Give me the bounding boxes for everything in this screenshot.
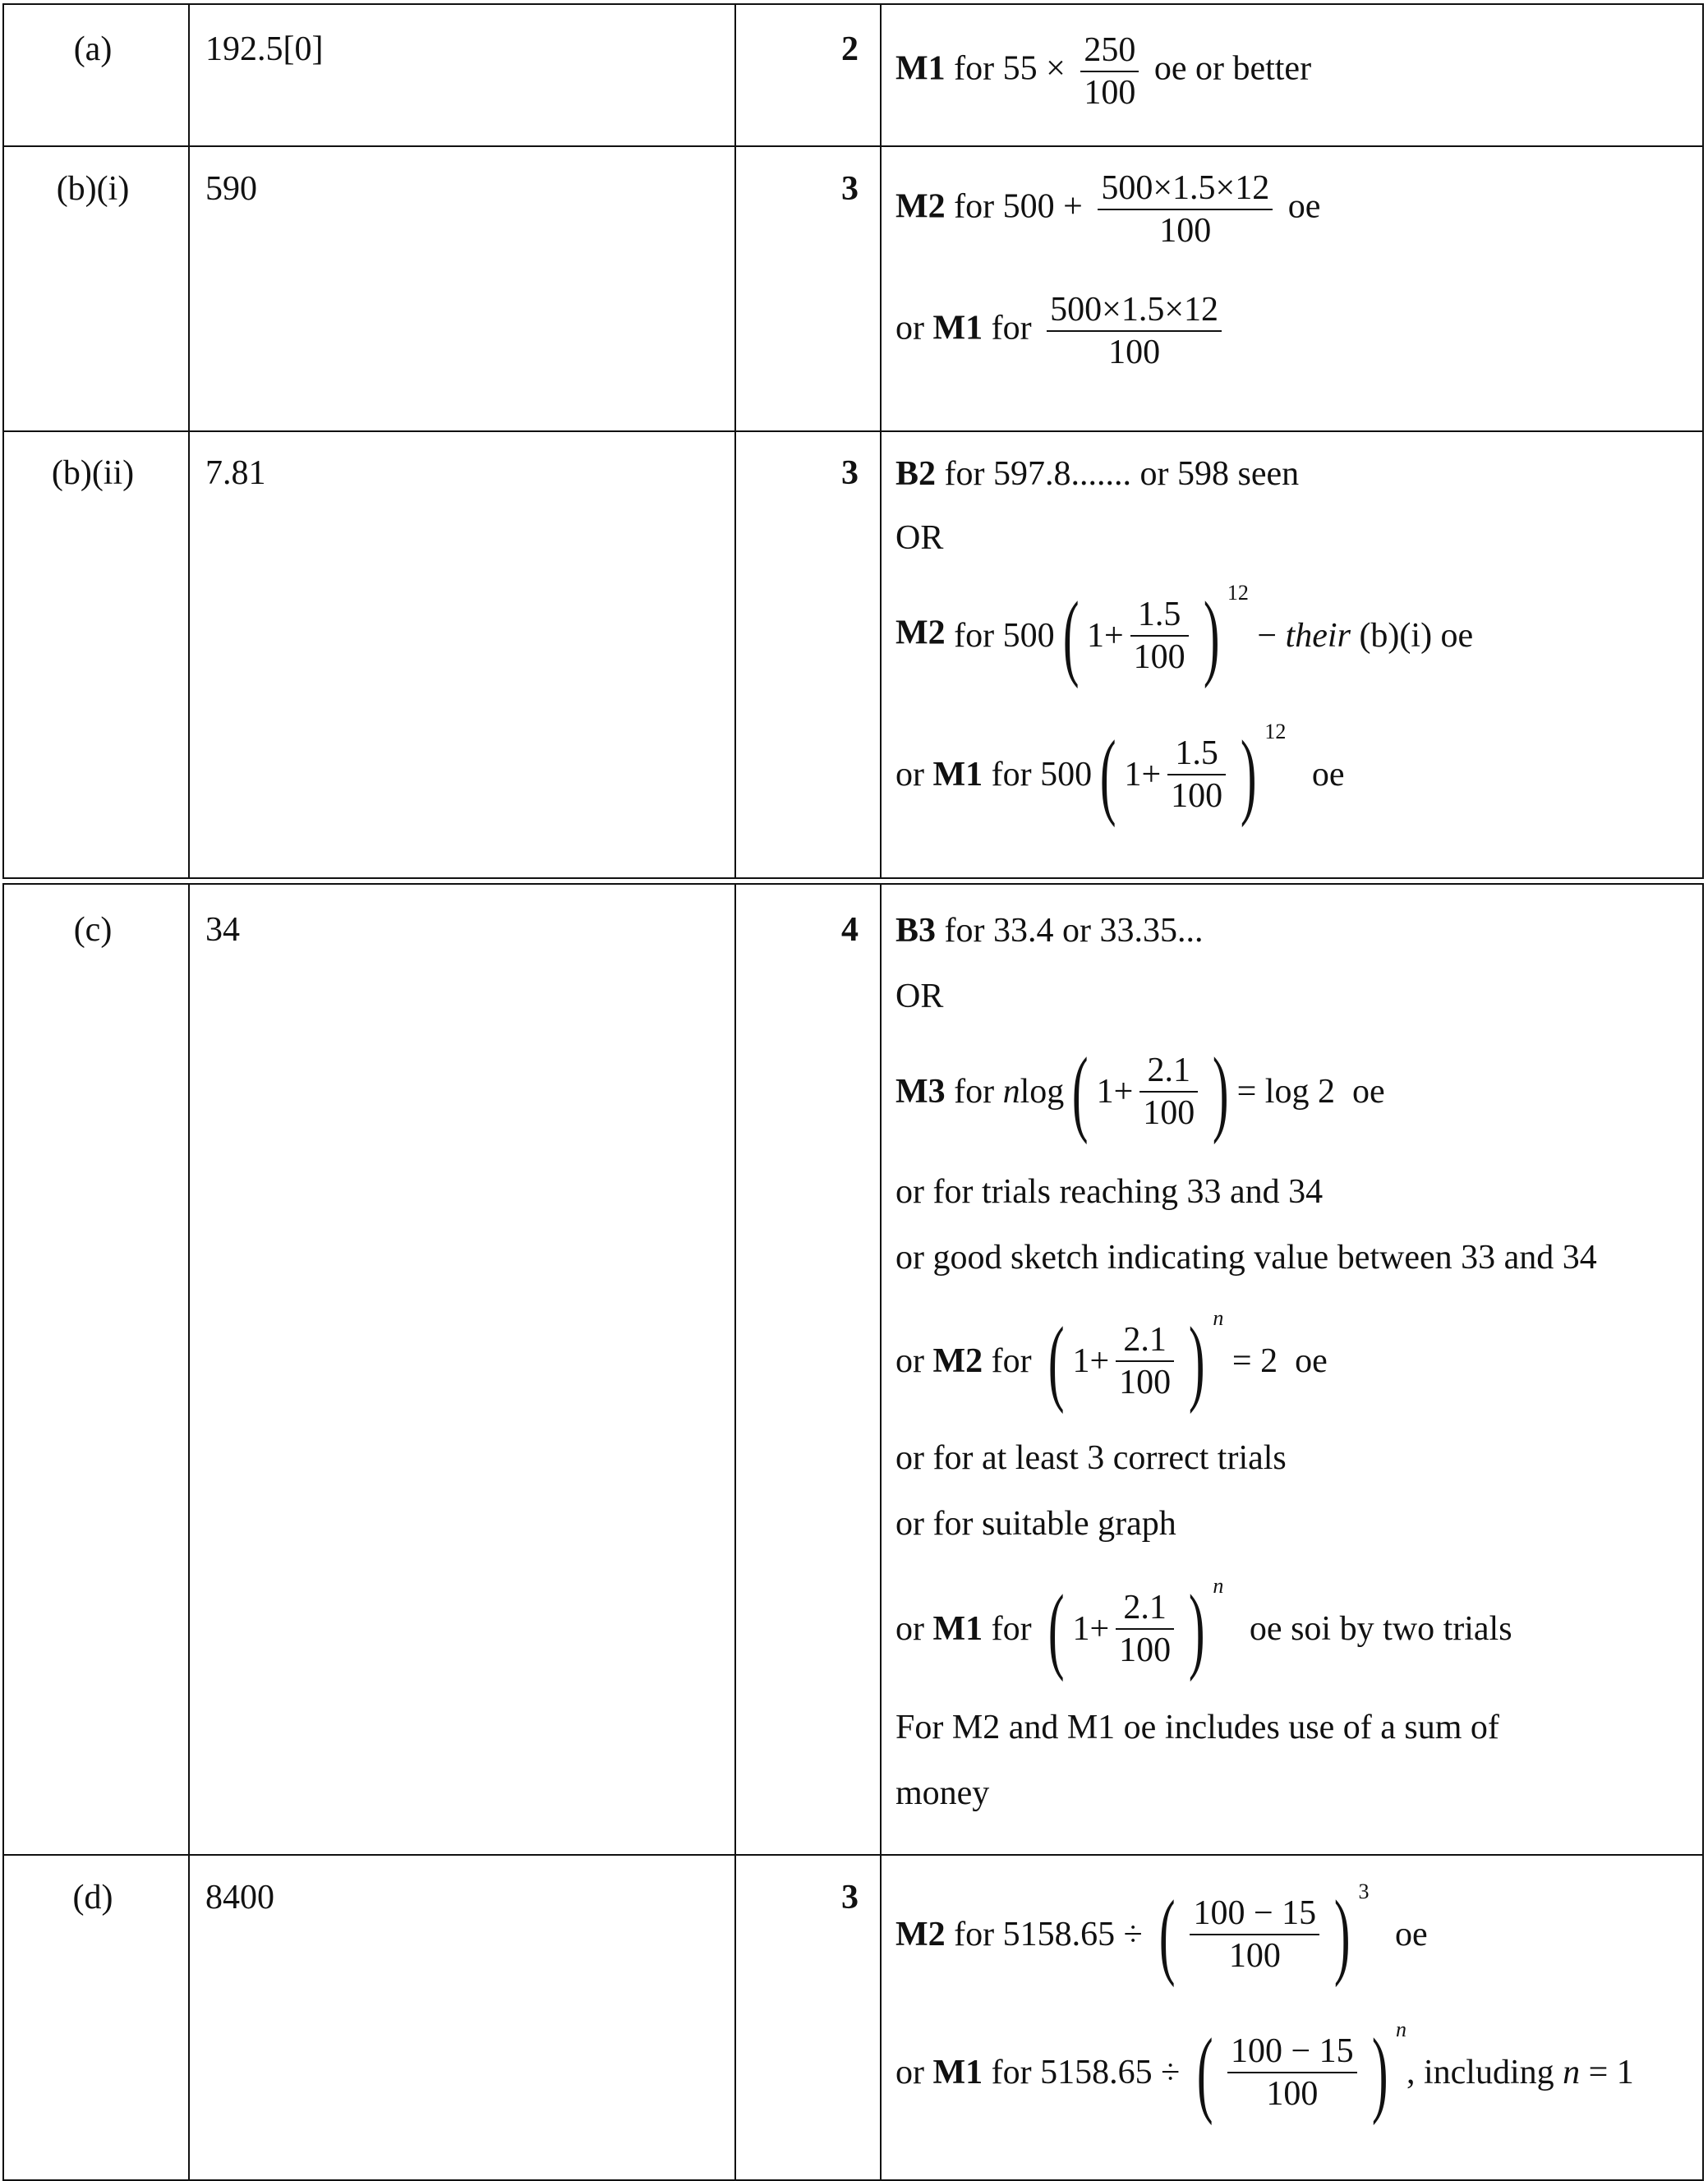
right-paren-glyph: ) (1371, 2018, 1388, 2126)
fraction: $\frac{1.5}{100}$ (1167, 736, 1226, 813)
row-answer: 8400 (205, 1879, 274, 1916)
guidance-line: M2 for 5158.65 ÷ ( $\frac{100 - 15}{100}$ ) $^3$ oe (895, 1880, 1428, 1988)
guidance-line: OR (895, 519, 944, 557)
guidance-line: or M1 for 500( 1+ $\frac{1.5}{100}$ ) $^{12}$ oe (895, 720, 1345, 828)
guidance-line: or M1 for 5158.65 ÷ ( $\frac{100 - 15}{100}$ ) $^n$, including n = 1 (895, 2018, 1634, 2126)
fraction: $\frac{500\times 1.5\times 12}{100}$ (1098, 171, 1273, 248)
guidance-line: B2 for 597.8....... or 598 seen (895, 455, 1300, 493)
right-paren-glyph: ) (1213, 1038, 1229, 1145)
row-part-label: (b)(i) (56, 170, 130, 208)
mark-code: M1 (895, 49, 946, 88)
row-divider (4, 145, 1702, 147)
mark-scheme-table-top (2, 3, 1704, 879)
guidance-line: or good sketch indicating value between 33 and 34 (895, 1239, 1597, 1277)
mark-code: M2 (932, 1342, 983, 1380)
guidance-line: B3 for 33.4 or 33.35... (895, 912, 1204, 950)
exponent: n (1395, 2018, 1406, 2041)
fraction: $\frac{2.1}{100}$ (1139, 1053, 1198, 1130)
guidance-line: or M1 for $\frac{500\times 1.5\times 12}{100}$ (895, 292, 1228, 370)
guidance-line: OR (895, 978, 944, 1015)
left-paren-glyph: ( (1062, 582, 1080, 689)
guidance-line: money (895, 1774, 990, 1812)
right-paren-glyph: ) (1188, 1575, 1205, 1682)
right-paren-glyph: ) (1240, 720, 1257, 828)
row-marks: 3 (841, 454, 859, 492)
left-paren-glyph: ( (1047, 1575, 1065, 1682)
mark-code: M2 (895, 187, 946, 226)
row-answer: 34 (205, 911, 240, 949)
row-marks: 4 (841, 911, 859, 949)
row-answer: 192.5[0] (205, 30, 324, 68)
mark-scheme-table-bottom (2, 883, 1704, 2181)
left-paren-glyph: ( (1196, 2018, 1213, 2126)
row-marks: 3 (841, 170, 859, 208)
mark-code: M1 (932, 1610, 983, 1648)
guidance-line: or for suitable graph (895, 1505, 1176, 1543)
right-paren-glyph: ) (1203, 582, 1220, 689)
row-marks: 2 (841, 30, 859, 68)
mark-code: M3 (895, 1073, 946, 1111)
mark-code: M2 (895, 1916, 946, 1953)
column-divider (734, 885, 736, 2179)
row-part-label: (a) (73, 30, 113, 68)
left-paren-glyph: ( (1159, 1880, 1176, 1988)
guidance-line: For M2 and M1 oe includes use of a sum of (895, 1709, 1499, 1746)
row-part-label: (d) (72, 1879, 113, 1916)
left-paren-glyph: ( (1047, 1307, 1065, 1415)
column-divider (734, 5, 736, 877)
row-divider (4, 1854, 1702, 1856)
exponent: 12 (1264, 720, 1287, 743)
mark-code: M1 (932, 756, 983, 794)
row-part-label: (c) (73, 911, 113, 949)
mark-code: B2 (895, 455, 937, 493)
column-divider (188, 885, 190, 2179)
guidance-line: M2 for 500 + $\frac{500\times 1.5\times 12}{100}$ oe (895, 169, 1321, 250)
guidance-line: or for at least 3 correct trials (895, 1439, 1287, 1477)
exponent: 3 (1358, 1880, 1370, 1903)
column-divider (188, 5, 190, 877)
row-part-label: (b)(ii) (51, 454, 135, 492)
row-divider (4, 430, 1702, 432)
fraction: $\frac{500\times 1.5\times 12}{100}$ (1047, 292, 1222, 370)
fraction: $\frac{2.1}{100}$ (1116, 1323, 1174, 1400)
fraction: $\frac{2.1}{100}$ (1116, 1590, 1174, 1668)
guidance-line: M2 for 500( 1+ $\frac{1.5}{100}$ ) $^{12}$ − their (b)(i) oe (895, 581, 1474, 689)
mark-code: B3 (895, 912, 937, 950)
fraction: $\frac{100 - 15}{100}$ (1190, 1896, 1319, 1973)
right-paren-glyph: ) (1333, 1880, 1351, 1988)
left-paren-glyph: ( (1072, 1038, 1089, 1145)
guidance-line: M1 for 55 × $\frac{250}{100}$ oe or better (895, 31, 1312, 112)
mark-code: M1 (932, 2054, 983, 2091)
guidance-line: M3 for nlog( 1+ $\frac{2.1}{100}$ ) = log 2 oe (895, 1038, 1385, 1145)
exponent: n (1213, 1574, 1224, 1598)
guidance-line: or M1 for ( 1+ $\frac{2.1}{100}$ ) $^n$ oe soi by two trials (895, 1574, 1512, 1682)
mark-code: M2 (895, 614, 946, 652)
column-divider (880, 885, 882, 2179)
guidance-line: or M2 for ( 1+ $\frac{2.1}{100}$ ) $^n$ = 2 oe (895, 1306, 1328, 1415)
exponent: n (1213, 1306, 1224, 1330)
row-answer: 590 (205, 170, 257, 208)
row-answer: 7.81 (205, 454, 266, 492)
fraction: $\frac{100 - 15}{100}$ (1227, 2034, 1357, 2111)
mark-code: M1 (932, 309, 983, 347)
right-paren-glyph: ) (1188, 1307, 1205, 1415)
fraction: $\frac{250}{100}$ (1080, 33, 1139, 110)
exponent: 12 (1227, 581, 1249, 605)
column-divider (880, 5, 882, 877)
row-marks: 3 (841, 1879, 859, 1916)
fraction: $\frac{1.5}{100}$ (1130, 597, 1189, 674)
left-paren-glyph: ( (1099, 720, 1116, 828)
guidance-line: or for trials reaching 33 and 34 (895, 1173, 1324, 1211)
